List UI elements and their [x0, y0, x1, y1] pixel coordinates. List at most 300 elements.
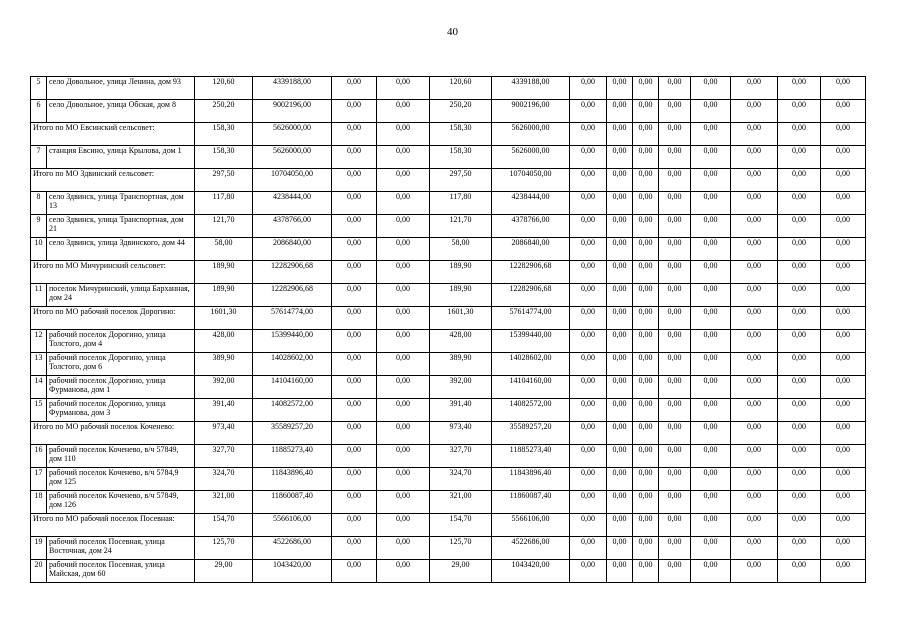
value-cell: 0,00: [778, 77, 821, 100]
value-cell: 0,00: [731, 399, 778, 422]
value-cell: 158,30: [430, 146, 492, 169]
subtotal-label-cell: Итого по МО Мичуринский сельсовет:: [31, 261, 195, 284]
value-cell: 0,00: [691, 169, 731, 192]
value-cell: 0,00: [633, 353, 659, 376]
row-number-cell: 13: [31, 353, 47, 376]
value-cell: 0,00: [659, 169, 691, 192]
value-cell: 14028602,00: [253, 353, 332, 376]
value-cell: 0,00: [377, 100, 430, 123]
value-cell: 0,00: [377, 261, 430, 284]
value-cell: 0,00: [691, 77, 731, 100]
value-cell: 0,00: [570, 215, 607, 238]
value-cell: 1601,30: [430, 307, 492, 330]
value-cell: 0,00: [633, 468, 659, 491]
value-cell: 0,00: [659, 215, 691, 238]
value-cell: 0,00: [821, 100, 866, 123]
value-cell: 14104160,00: [253, 376, 332, 399]
value-cell: 12282906,68: [492, 261, 570, 284]
value-cell: 1601,30: [195, 307, 253, 330]
value-cell: 2086840,00: [492, 238, 570, 261]
address-cell: рабочий поселок Дорогино, улица Фурманова, дом 1: [47, 376, 195, 399]
address-cell: рабочий поселок Посевная, улица Майская, дом 60: [47, 560, 195, 583]
value-cell: 189,90: [195, 261, 253, 284]
value-cell: 4378766,00: [253, 215, 332, 238]
value-cell: 0,00: [607, 422, 633, 445]
value-cell: 0,00: [570, 491, 607, 514]
value-cell: 0,00: [659, 307, 691, 330]
value-cell: 0,00: [778, 468, 821, 491]
value-cell: 0,00: [377, 146, 430, 169]
table-row: [31, 491, 866, 514]
row-number-cell: 20: [31, 560, 47, 583]
value-cell: 0,00: [778, 560, 821, 583]
value-cell: 0,00: [821, 238, 866, 261]
value-cell: 0,00: [633, 307, 659, 330]
value-cell: 158,30: [195, 146, 253, 169]
value-cell: 0,00: [731, 445, 778, 468]
value-cell: 0,00: [332, 284, 377, 307]
row-number-cell: 16: [31, 445, 47, 468]
table-row: [31, 77, 866, 100]
value-cell: 5566106,00: [253, 514, 332, 537]
value-cell: 0,00: [778, 238, 821, 261]
value-cell: 0,00: [659, 514, 691, 537]
value-cell: 0,00: [659, 353, 691, 376]
value-cell: 158,30: [195, 123, 253, 146]
value-cell: 0,00: [821, 468, 866, 491]
value-cell: 0,00: [659, 399, 691, 422]
value-cell: 0,00: [691, 491, 731, 514]
table-row: [31, 215, 866, 238]
value-cell: 120,60: [195, 77, 253, 100]
value-cell: 11843896,40: [492, 468, 570, 491]
value-cell: 125,70: [430, 537, 492, 560]
value-cell: 0,00: [607, 330, 633, 353]
value-cell: 4238444,00: [253, 192, 332, 215]
value-cell: 0,00: [821, 77, 866, 100]
value-cell: 0,00: [633, 560, 659, 583]
value-cell: 428,00: [195, 330, 253, 353]
value-cell: 0,00: [633, 169, 659, 192]
value-cell: 0,00: [778, 445, 821, 468]
value-cell: 9002196,00: [253, 100, 332, 123]
value-cell: 2086840,00: [253, 238, 332, 261]
value-cell: 0,00: [332, 514, 377, 537]
value-cell: 0,00: [607, 100, 633, 123]
value-cell: 0,00: [691, 445, 731, 468]
value-cell: 14028602,00: [492, 353, 570, 376]
value-cell: 58,00: [195, 238, 253, 261]
value-cell: 0,00: [332, 330, 377, 353]
value-cell: 189,90: [430, 284, 492, 307]
value-cell: 0,00: [332, 123, 377, 146]
value-cell: 0,00: [633, 192, 659, 215]
value-cell: 391,40: [195, 399, 253, 422]
value-cell: 250,20: [195, 100, 253, 123]
value-cell: 11860087,40: [253, 491, 332, 514]
value-cell: 0,00: [778, 353, 821, 376]
value-cell: 0,00: [778, 399, 821, 422]
value-cell: 11860087,40: [492, 491, 570, 514]
value-cell: 973,40: [430, 422, 492, 445]
table-row: [31, 560, 866, 583]
subtotal-row: [31, 514, 866, 537]
value-cell: 0,00: [731, 77, 778, 100]
value-cell: 29,00: [430, 560, 492, 583]
value-cell: 0,00: [377, 169, 430, 192]
value-cell: 0,00: [377, 238, 430, 261]
value-cell: 11885273,40: [253, 445, 332, 468]
value-cell: 10704050,00: [253, 169, 332, 192]
value-cell: 297,50: [430, 169, 492, 192]
value-cell: 0,00: [821, 146, 866, 169]
value-cell: 327,70: [430, 445, 492, 468]
value-cell: 0,00: [607, 307, 633, 330]
value-cell: 0,00: [570, 192, 607, 215]
address-cell: рабочий поселок Коченево, в/ч 5784,9 дом 125: [47, 468, 195, 491]
value-cell: 189,90: [430, 261, 492, 284]
subtotal-label-cell: Итого по МО рабочий поселок Дорогино:: [31, 307, 195, 330]
value-cell: 5626000,00: [253, 146, 332, 169]
value-cell: 14082572,00: [253, 399, 332, 422]
value-cell: 0,00: [659, 238, 691, 261]
value-cell: 0,00: [332, 537, 377, 560]
value-cell: 0,00: [377, 560, 430, 583]
value-cell: 0,00: [821, 422, 866, 445]
row-number-cell: 11: [31, 284, 47, 307]
value-cell: 0,00: [570, 560, 607, 583]
value-cell: 35589257,20: [492, 422, 570, 445]
value-cell: 0,00: [778, 422, 821, 445]
value-cell: 0,00: [691, 215, 731, 238]
value-cell: 0,00: [607, 537, 633, 560]
address-cell: рабочий поселок Дорогино, улица Толстого, дом 4: [47, 330, 195, 353]
table-row: [31, 284, 866, 307]
subtotal-label-cell: Итого по МО рабочий поселок Посевная:: [31, 514, 195, 537]
value-cell: 0,00: [633, 238, 659, 261]
value-cell: 0,00: [731, 100, 778, 123]
value-cell: 0,00: [570, 330, 607, 353]
address-cell: рабочий поселок Коченево, в/ч 57849, дом 110: [47, 445, 195, 468]
value-cell: 0,00: [377, 330, 430, 353]
row-number-cell: 18: [31, 491, 47, 514]
value-cell: 0,00: [821, 399, 866, 422]
value-cell: 0,00: [377, 537, 430, 560]
value-cell: 5566106,00: [492, 514, 570, 537]
value-cell: 0,00: [778, 376, 821, 399]
value-cell: 121,70: [195, 215, 253, 238]
value-cell: 4522686,00: [253, 537, 332, 560]
value-cell: 0,00: [778, 261, 821, 284]
value-cell: 0,00: [691, 307, 731, 330]
value-cell: 0,00: [691, 146, 731, 169]
value-cell: 0,00: [659, 77, 691, 100]
value-cell: 0,00: [731, 514, 778, 537]
value-cell: 0,00: [607, 146, 633, 169]
value-cell: 0,00: [778, 215, 821, 238]
address-cell: поселок Мичуринский, улица Барханная, дом 24: [47, 284, 195, 307]
value-cell: 0,00: [377, 376, 430, 399]
value-cell: 4522686,00: [492, 537, 570, 560]
value-cell: 0,00: [691, 238, 731, 261]
row-number-cell: 10: [31, 238, 47, 261]
value-cell: 0,00: [691, 537, 731, 560]
value-cell: 0,00: [659, 284, 691, 307]
value-cell: 0,00: [633, 77, 659, 100]
table-row: [31, 330, 866, 353]
value-cell: 0,00: [633, 491, 659, 514]
value-cell: 0,00: [731, 215, 778, 238]
value-cell: 0,00: [778, 491, 821, 514]
value-cell: 0,00: [633, 215, 659, 238]
value-cell: 117,80: [195, 192, 253, 215]
value-cell: 0,00: [633, 422, 659, 445]
value-cell: 0,00: [691, 560, 731, 583]
value-cell: 0,00: [570, 422, 607, 445]
value-cell: 158,30: [430, 123, 492, 146]
value-cell: 1043420,00: [253, 560, 332, 583]
value-cell: 0,00: [778, 169, 821, 192]
value-cell: 35589257,20: [253, 422, 332, 445]
value-cell: 0,00: [377, 123, 430, 146]
value-cell: 0,00: [731, 422, 778, 445]
value-cell: 0,00: [659, 537, 691, 560]
table-row: [31, 445, 866, 468]
value-cell: 0,00: [731, 146, 778, 169]
value-cell: 0,00: [691, 353, 731, 376]
value-cell: 0,00: [377, 422, 430, 445]
page-number: 40: [447, 26, 458, 38]
value-cell: 0,00: [821, 491, 866, 514]
value-cell: 0,00: [691, 376, 731, 399]
value-cell: 327,70: [195, 445, 253, 468]
value-cell: 0,00: [821, 192, 866, 215]
value-cell: 120,60: [430, 77, 492, 100]
value-cell: 0,00: [633, 284, 659, 307]
value-cell: 125,70: [195, 537, 253, 560]
value-cell: 0,00: [778, 192, 821, 215]
table-row: [31, 146, 866, 169]
row-number-cell: 7: [31, 146, 47, 169]
value-cell: 0,00: [377, 192, 430, 215]
value-cell: 121,70: [430, 215, 492, 238]
address-cell: село Здвинск, улица Транспортная, дом 21: [47, 215, 195, 238]
subtotal-label-cell: Итого по МО рабочий поселок Коченево:: [31, 422, 195, 445]
value-cell: 0,00: [570, 468, 607, 491]
value-cell: 0,00: [607, 169, 633, 192]
value-cell: 0,00: [332, 399, 377, 422]
value-cell: 0,00: [607, 215, 633, 238]
value-cell: 14104160,00: [492, 376, 570, 399]
value-cell: 0,00: [778, 537, 821, 560]
value-cell: 0,00: [691, 100, 731, 123]
value-cell: 0,00: [659, 491, 691, 514]
value-cell: 0,00: [570, 445, 607, 468]
value-cell: 297,50: [195, 169, 253, 192]
table-row: [31, 399, 866, 422]
value-cell: 0,00: [778, 284, 821, 307]
value-cell: 0,00: [377, 77, 430, 100]
address-cell: село Довольное, улица Ленина, дом 93: [47, 77, 195, 100]
value-cell: 0,00: [731, 491, 778, 514]
value-cell: 0,00: [731, 261, 778, 284]
value-cell: 0,00: [332, 215, 377, 238]
value-cell: 4238444,00: [492, 192, 570, 215]
value-cell: 0,00: [607, 491, 633, 514]
value-cell: 0,00: [332, 422, 377, 445]
value-cell: 0,00: [332, 307, 377, 330]
value-cell: 0,00: [659, 330, 691, 353]
value-cell: 0,00: [821, 560, 866, 583]
row-number-cell: 14: [31, 376, 47, 399]
value-cell: 0,00: [821, 376, 866, 399]
value-cell: 5626000,00: [492, 146, 570, 169]
subtotal-row: [31, 169, 866, 192]
table-row: [31, 238, 866, 261]
value-cell: 0,00: [659, 376, 691, 399]
value-cell: 428,00: [430, 330, 492, 353]
value-cell: 0,00: [332, 376, 377, 399]
value-cell: 0,00: [607, 284, 633, 307]
value-cell: 4339188,00: [253, 77, 332, 100]
value-cell: 0,00: [607, 123, 633, 146]
value-cell: 0,00: [731, 284, 778, 307]
value-cell: 0,00: [570, 514, 607, 537]
value-cell: 0,00: [332, 100, 377, 123]
value-cell: 0,00: [377, 445, 430, 468]
value-cell: 0,00: [377, 284, 430, 307]
value-cell: 10704050,00: [492, 169, 570, 192]
value-cell: 0,00: [659, 146, 691, 169]
value-cell: 11885273,40: [492, 445, 570, 468]
value-cell: 0,00: [821, 284, 866, 307]
table-row: [31, 537, 866, 560]
value-cell: 0,00: [821, 307, 866, 330]
table-row: [31, 353, 866, 376]
subtotal-row: [31, 422, 866, 445]
housing-program-table: [30, 76, 866, 583]
value-cell: 0,00: [821, 123, 866, 146]
table-row: [31, 468, 866, 491]
value-cell: 0,00: [377, 399, 430, 422]
row-number-cell: 6: [31, 100, 47, 123]
subtotal-row: [31, 261, 866, 284]
value-cell: 0,00: [570, 399, 607, 422]
value-cell: 15399440,00: [492, 330, 570, 353]
value-cell: 0,00: [332, 261, 377, 284]
value-cell: 9002196,00: [492, 100, 570, 123]
value-cell: 0,00: [691, 123, 731, 146]
value-cell: 0,00: [659, 123, 691, 146]
value-cell: 12282906,68: [253, 261, 332, 284]
value-cell: 0,00: [570, 100, 607, 123]
value-cell: 0,00: [821, 537, 866, 560]
value-cell: 0,00: [332, 468, 377, 491]
value-cell: 392,00: [430, 376, 492, 399]
value-cell: 389,90: [430, 353, 492, 376]
value-cell: 0,00: [691, 422, 731, 445]
value-cell: 0,00: [633, 445, 659, 468]
value-cell: 189,90: [195, 284, 253, 307]
table-row: [31, 100, 866, 123]
value-cell: 389,90: [195, 353, 253, 376]
value-cell: 0,00: [778, 330, 821, 353]
value-cell: 0,00: [570, 77, 607, 100]
value-cell: 0,00: [332, 146, 377, 169]
address-cell: рабочий поселок Посевная, улица Восточная, дом 24: [47, 537, 195, 560]
address-cell: рабочий поселок Коченево, в/ч 57849, дом 126: [47, 491, 195, 514]
value-cell: 4339188,00: [492, 77, 570, 100]
value-cell: 0,00: [691, 514, 731, 537]
value-cell: 4378766,00: [492, 215, 570, 238]
value-cell: 0,00: [659, 192, 691, 215]
value-cell: 973,40: [195, 422, 253, 445]
value-cell: 0,00: [570, 169, 607, 192]
value-cell: 0,00: [633, 330, 659, 353]
value-cell: 0,00: [633, 399, 659, 422]
value-cell: 0,00: [570, 238, 607, 261]
value-cell: 0,00: [659, 468, 691, 491]
value-cell: 0,00: [570, 353, 607, 376]
value-cell: 0,00: [377, 468, 430, 491]
value-cell: 0,00: [377, 307, 430, 330]
value-cell: 0,00: [607, 192, 633, 215]
value-cell: 0,00: [377, 353, 430, 376]
value-cell: 0,00: [570, 123, 607, 146]
value-cell: 0,00: [607, 261, 633, 284]
subtotal-label-cell: Итого по МО Здвинский сельсовет:: [31, 169, 195, 192]
row-number-cell: 8: [31, 192, 47, 215]
value-cell: 0,00: [633, 514, 659, 537]
value-cell: 0,00: [731, 537, 778, 560]
value-cell: 0,00: [691, 192, 731, 215]
value-cell: 0,00: [731, 169, 778, 192]
value-cell: 0,00: [731, 192, 778, 215]
value-cell: 0,00: [607, 560, 633, 583]
value-cell: 0,00: [659, 422, 691, 445]
value-cell: 0,00: [633, 261, 659, 284]
value-cell: 0,00: [332, 491, 377, 514]
value-cell: 0,00: [332, 169, 377, 192]
value-cell: 0,00: [821, 169, 866, 192]
table-row: [31, 192, 866, 215]
value-cell: 0,00: [659, 100, 691, 123]
value-cell: 15399440,00: [253, 330, 332, 353]
subtotal-label-cell: Итого по МО Евсинский сельсовет:: [31, 123, 195, 146]
value-cell: 29,00: [195, 560, 253, 583]
value-cell: 0,00: [607, 514, 633, 537]
value-cell: 0,00: [377, 215, 430, 238]
value-cell: 0,00: [633, 123, 659, 146]
row-number-cell: 19: [31, 537, 47, 560]
value-cell: 0,00: [659, 560, 691, 583]
value-cell: 0,00: [731, 468, 778, 491]
value-cell: 12282906,68: [492, 284, 570, 307]
value-cell: 12282906,68: [253, 284, 332, 307]
value-cell: 0,00: [691, 284, 731, 307]
value-cell: 0,00: [691, 468, 731, 491]
row-number-cell: 5: [31, 77, 47, 100]
value-cell: 0,00: [332, 77, 377, 100]
value-cell: 0,00: [691, 399, 731, 422]
value-cell: 0,00: [633, 100, 659, 123]
value-cell: 0,00: [607, 353, 633, 376]
value-cell: 0,00: [607, 468, 633, 491]
value-cell: 0,00: [607, 376, 633, 399]
value-cell: 0,00: [731, 238, 778, 261]
address-cell: село Здвинск, улица Транспортная, дом 13: [47, 192, 195, 215]
value-cell: 0,00: [377, 514, 430, 537]
